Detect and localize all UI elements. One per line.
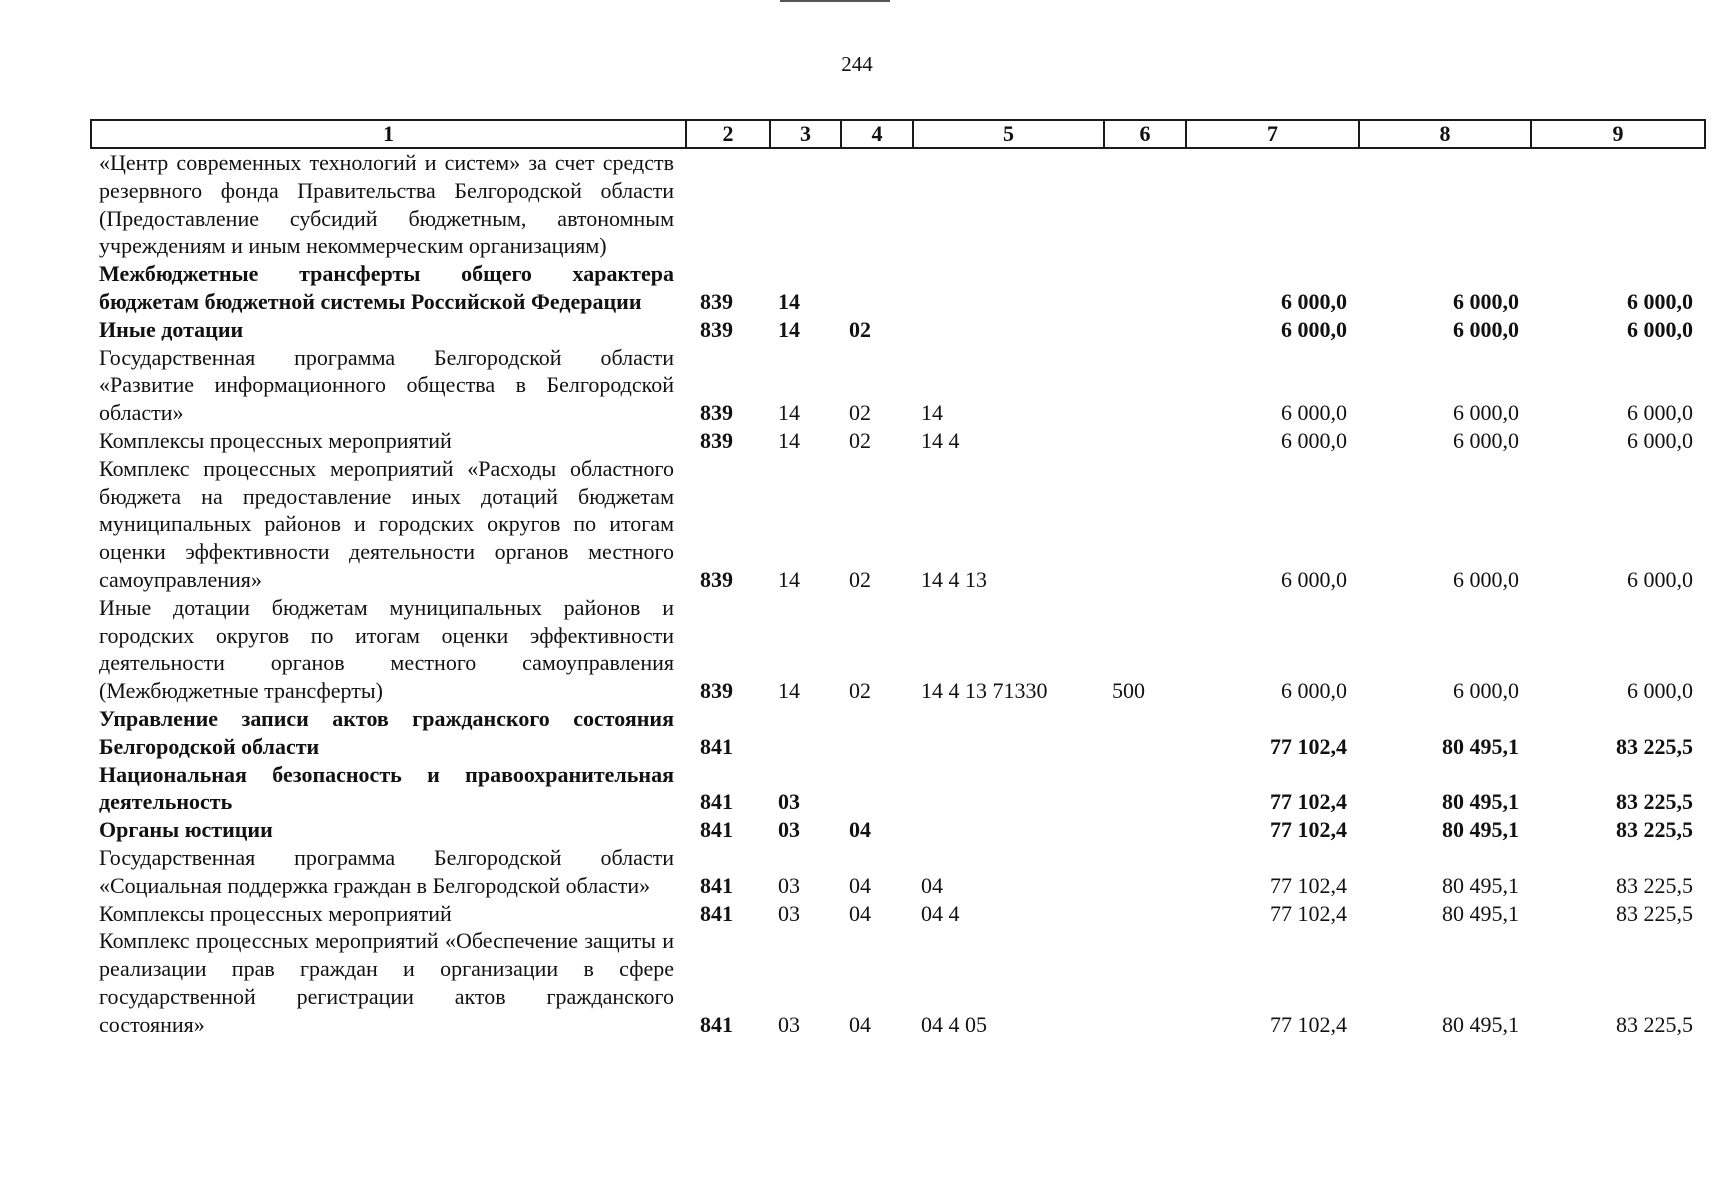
expense-type-code: [1104, 927, 1186, 1038]
table-row: [91, 148, 1705, 260]
subsection-code: 02: [849, 316, 871, 342]
admin-code: 841: [700, 872, 733, 898]
amount-year-1: 6 000,0: [1281, 316, 1347, 342]
header-cell: 5: [913, 120, 1104, 148]
amount-year-1: 77 102,4: [1270, 900, 1347, 926]
admin-code: 841: [700, 900, 733, 926]
page-number: 244: [841, 52, 873, 76]
amount-year-1: 6 000,0: [1281, 427, 1347, 453]
amount-year-2: 80 495,1: [1442, 733, 1519, 759]
amount-year-3: 83 225,5: [1616, 817, 1693, 843]
section-code: 14: [778, 288, 800, 314]
subsection-code: [841, 761, 913, 817]
target-code: 14 4 13 71330: [921, 678, 1048, 704]
admin-code: 839: [700, 678, 733, 704]
amount-year-3: 6 000,0: [1627, 288, 1693, 314]
amount-year-3: 6 000,0: [1627, 316, 1693, 342]
admin-code: [686, 148, 770, 260]
admin-code: 839: [700, 288, 733, 314]
target-code: 14: [921, 400, 943, 426]
amount-year-2: 6 000,0: [1453, 678, 1519, 704]
amount-year-3: 6 000,0: [1627, 400, 1693, 426]
expense-type-code: [1104, 844, 1186, 900]
section-code: 14: [778, 427, 800, 453]
admin-code: 839: [700, 316, 733, 342]
section-code: 14: [778, 316, 800, 342]
amount-year-1: 6 000,0: [1281, 566, 1347, 592]
target-code: 14 4: [921, 427, 960, 453]
table-header: [91, 120, 1705, 148]
table-body: [91, 148, 1705, 1039]
amount-year-2: 80 495,1: [1442, 872, 1519, 898]
amount-year-3: 83 225,5: [1616, 900, 1693, 926]
amount-year-1: [1186, 148, 1359, 260]
table-row: [91, 761, 1705, 817]
subsection-code: 04: [849, 817, 871, 843]
admin-code: 841: [700, 817, 733, 843]
admin-code: 841: [700, 1011, 733, 1037]
target-code: [913, 816, 1104, 844]
subsection-code: 04: [849, 900, 871, 926]
amount-year-1: 6 000,0: [1281, 400, 1347, 426]
item-name: Иные дотации бюджетам муниципальных районов и городских округов по итогам оценки эффективности деятельности органов местного самоуправления (Межбюджетные трансферты): [99, 594, 674, 704]
amount-year-2: 80 495,1: [1442, 817, 1519, 843]
section-code: [770, 148, 841, 260]
target-code: [913, 316, 1104, 344]
expense-type-code: [1104, 148, 1186, 260]
expense-type-code: [1104, 427, 1186, 455]
subsection-code: 02: [849, 427, 871, 453]
amount-year-1: 77 102,4: [1270, 872, 1347, 898]
subsection-code: 04: [849, 1011, 871, 1037]
admin-code: 841: [700, 789, 733, 815]
amount-year-1: 77 102,4: [1270, 789, 1347, 815]
amount-year-3: 83 225,5: [1616, 733, 1693, 759]
amount-year-2: 80 495,1: [1442, 900, 1519, 926]
section-code: 03: [778, 872, 800, 898]
amount-year-2: 6 000,0: [1453, 400, 1519, 426]
item-name: Комплекс процессных мероприятий «Расходы областного бюджета на предоставление иных дотаций бюджетам муниципальных районов и городских округов по итогам оценки эффективности деятельности органов местного самоуправления»: [99, 455, 674, 592]
expense-type-code: [1104, 344, 1186, 427]
header-cell: 1: [91, 120, 686, 148]
item-name: Межбюджетные трансферты общего характера бюджетам бюджетной системы Российской Федерации: [99, 261, 674, 314]
table-row: [91, 260, 1705, 316]
table-row: [91, 594, 1705, 705]
table-row: [91, 927, 1705, 1038]
item-name: Национальная безопасность и правоохранительная деятельность: [99, 761, 674, 815]
item-name: Иные дотации: [99, 316, 244, 342]
expense-type-code: [1104, 705, 1186, 761]
table-row: [91, 844, 1705, 900]
amount-year-3: 6 000,0: [1627, 678, 1693, 704]
target-code: [913, 260, 1104, 316]
table-row: [91, 455, 1705, 594]
admin-code: 839: [700, 427, 733, 453]
amount-year-2: 6 000,0: [1453, 427, 1519, 453]
amount-year-3: [1531, 148, 1705, 260]
item-name: Органы юстиции: [99, 817, 273, 843]
header-cell: 8: [1359, 120, 1531, 148]
section-code: 03: [778, 789, 800, 815]
target-code: [913, 761, 1104, 817]
amount-year-1: 6 000,0: [1281, 678, 1347, 704]
expense-type-code: 500: [1112, 678, 1145, 704]
amount-year-2: 80 495,1: [1442, 789, 1519, 815]
budget-table: [90, 119, 1706, 1039]
item-name: Государственная программа Белгородской области «Развитие информационного общества в Белгородской области»: [99, 344, 674, 426]
target-code: [913, 705, 1104, 761]
section-code: 14: [778, 566, 800, 592]
table-row: [91, 816, 1705, 844]
section-code: [770, 705, 841, 761]
section-code: 03: [778, 817, 800, 843]
header-cell: 3: [770, 120, 841, 148]
target-code: 04: [921, 872, 943, 898]
section-code: 03: [778, 1011, 800, 1037]
amount-year-3: 83 225,5: [1616, 872, 1693, 898]
amount-year-3: 6 000,0: [1627, 566, 1693, 592]
item-name: Комплекс процессных мероприятий «Обеспечение защиты и реализации прав граждан и организации в сфере государственной регистрации актов гражданского состояния»: [99, 928, 674, 1037]
amount-year-3: 6 000,0: [1627, 427, 1693, 453]
subsection-code: [841, 705, 913, 761]
header-cell: 4: [841, 120, 913, 148]
subsection-code: 02: [849, 678, 871, 704]
item-name: Комплексы процессных мероприятий: [99, 900, 452, 926]
expense-type-code: [1104, 260, 1186, 316]
header-row: [91, 120, 1705, 148]
subsection-code: 02: [849, 566, 871, 592]
item-name: Управление записи актов гражданского состояния Белгородской области: [99, 705, 674, 759]
admin-code: 839: [700, 566, 733, 592]
table-row: [91, 344, 1705, 427]
section-code: 03: [778, 900, 800, 926]
amount-year-1: 77 102,4: [1270, 817, 1347, 843]
amount-year-2: 80 495,1: [1442, 1011, 1519, 1037]
expense-type-code: [1104, 816, 1186, 844]
item-name: «Центр современных технологий и систем» за счет средств резервного фонда Правительства Белгородской области (Предоставление субсидий бюджетным, автономным учреждениям и иным некоммерческим организациям): [99, 150, 674, 259]
expense-type-code: [1104, 900, 1186, 928]
subsection-code: 04: [849, 872, 871, 898]
amount-year-2: 6 000,0: [1453, 566, 1519, 592]
table-row: [91, 900, 1705, 928]
target-code: 04 4 05: [921, 1011, 987, 1037]
expense-type-code: [1104, 316, 1186, 344]
target-code: 04 4: [921, 900, 960, 926]
table-row: [91, 427, 1705, 455]
amount-year-2: 6 000,0: [1453, 288, 1519, 314]
amount-year-1: 77 102,4: [1270, 1011, 1347, 1037]
header-cell: 6: [1104, 120, 1186, 148]
amount-year-2: [1359, 148, 1531, 260]
item-name: Государственная программа Белгородской области «Социальная поддержка граждан в Белгородской области»: [99, 844, 674, 898]
amount-year-3: 83 225,5: [1616, 789, 1693, 815]
section-code: 14: [778, 400, 800, 426]
subsection-code: 02: [849, 400, 871, 426]
target-code: [913, 148, 1104, 260]
subsection-code: [841, 148, 913, 260]
subsection-code: [841, 260, 913, 316]
amount-year-3: 83 225,5: [1616, 1011, 1693, 1037]
amount-year-1: 77 102,4: [1270, 733, 1347, 759]
amount-year-2: 6 000,0: [1453, 316, 1519, 342]
target-code: 14 4 13: [921, 566, 987, 592]
table-row: [91, 316, 1705, 344]
section-code: 14: [778, 678, 800, 704]
amount-year-1: 6 000,0: [1281, 288, 1347, 314]
header-cell: 7: [1186, 120, 1359, 148]
table-row: [91, 705, 1705, 761]
header-cell: 9: [1531, 120, 1705, 148]
expense-type-code: [1104, 455, 1186, 594]
item-name: Комплексы процессных мероприятий: [99, 427, 452, 453]
expense-type-code: [1104, 761, 1186, 817]
admin-code: 839: [700, 400, 733, 426]
admin-code: 841: [700, 733, 733, 759]
top-edge-line: [780, 0, 890, 2]
header-cell: 2: [686, 120, 770, 148]
